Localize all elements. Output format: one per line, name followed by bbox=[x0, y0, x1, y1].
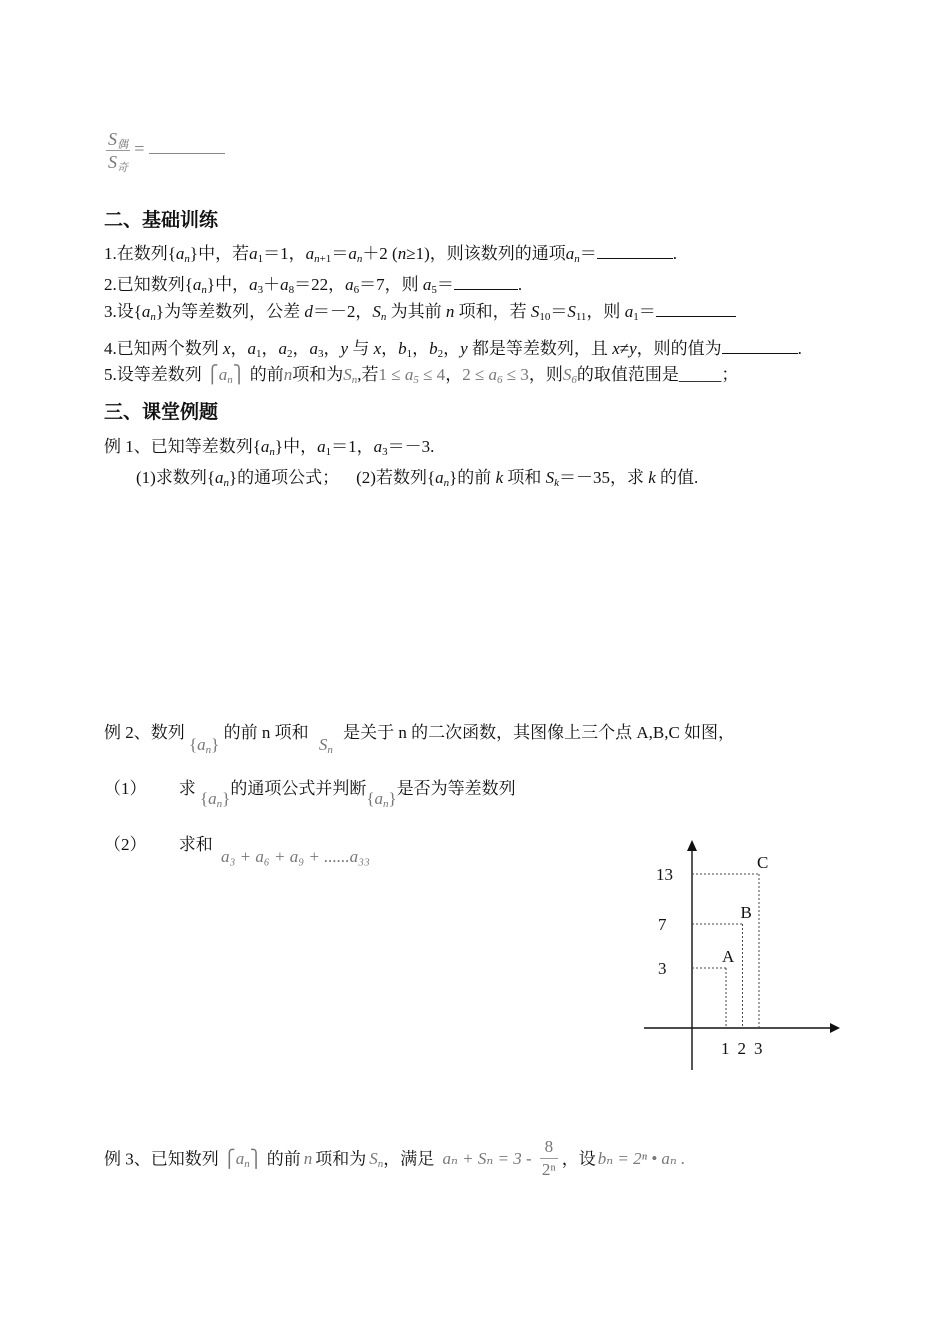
section-3-title: 三、课堂例题 bbox=[104, 401, 219, 423]
ratio-expression bbox=[106, 128, 225, 173]
question-5: 5.设等差数列 $⎧a_n⎫$ 的前n项和为$S_n$,若$1 \le a_5 \le 4$，$2 \le a_6 \le 3$，则$S_6$的取值范围是_____； bbox=[104, 365, 739, 386]
x-tick-1: 1 bbox=[721, 1039, 730, 1058]
ratio-fraction: $\frac{S_偶}{S_奇}$ bbox=[108, 129, 128, 174]
ratio-equals: = bbox=[134, 138, 145, 159]
example-1-line-2: (1)求数列$\{a_n\}$的通项公式； (2)若数列$\{a_n\}$的前 k 项和 $S_k=-35$，求 k 的值. bbox=[136, 468, 699, 489]
point-label-B: B bbox=[740, 903, 752, 922]
question-3: 3.设$\{a_n\}$为等差数列，公差 d＝－2，$S_n$ 为其前 n 项和，若 $S_{10}=S_{11}$，则 $a_1=$ bbox=[104, 301, 736, 323]
ex3-fraction: $\frac{8}{\text{2ⁿ}}$ bbox=[541, 1137, 556, 1179]
x-tick-3: 3 bbox=[754, 1039, 763, 1058]
point-label-A: A bbox=[722, 947, 735, 966]
point-label-C: C bbox=[757, 853, 769, 872]
sum-expression: a₃ + a₆ + a₉ + ......a₃₃ bbox=[221, 847, 370, 866]
x-tick-2: 2 bbox=[737, 1039, 746, 1058]
example-3: 例 3、已知数列 $⎧a_n⎫$ 的前 n 项和为 $S_n$，满足 aₙ + Sₙ = 3 - $\frac{8}{\text{2ⁿ}}$ ，设 bₙ = 2ⁿ • aₙ . bbox=[104, 1137, 686, 1179]
example-2-intro: 例 2、数列 $\{a_n\}$ 的前 n 项和 $S_n$ 是关于 n 的二次函数，其图像上三个点 A,B,C 如图， bbox=[104, 723, 736, 756]
y-axis-arrow bbox=[687, 840, 697, 851]
question-2: 2.已知数列$\{a_n\}$中，$a_3+a_8=22$，$a_6=7$，则 $a_5=$ . bbox=[104, 275, 523, 296]
example-1-line-1: 例 1、已知等差数列$\{a_n\}$中，$a_1=1$，$a_3=-3$. bbox=[104, 437, 435, 458]
section-2-title: 二、基础训练 bbox=[104, 209, 219, 231]
example-2-q1: （1） 求 $\{a_n\}$的通项公式并判断$\{a_n\}$是否为等差数列 bbox=[104, 779, 516, 810]
y-tick-13: 13 bbox=[656, 865, 673, 884]
y-tick-3: 3 bbox=[658, 959, 667, 978]
x-axis-arrow bbox=[830, 1023, 840, 1033]
question-4: 4.已知两个数列 x，$a_1$，$a_2$，$a_3$，y 与 x，$b_1$，$b_2$，y 都是等差数列，且 x≠y，则的值为 . bbox=[104, 339, 802, 360]
example-2-q2: （2） 求和 a₃ + a₆ + a₉ + ......a₃₃ bbox=[104, 835, 370, 866]
sn-graph bbox=[636, 838, 846, 1078]
question-1: 1.在数列$\{a_n\}$中，若$a_1=1$，$a_{n+1}=a_n+2$ (n≥1)，则该数列的通项$a_n=$ . bbox=[104, 244, 677, 265]
ratio-blank bbox=[149, 139, 225, 154]
y-tick-7: 7 bbox=[658, 915, 667, 934]
